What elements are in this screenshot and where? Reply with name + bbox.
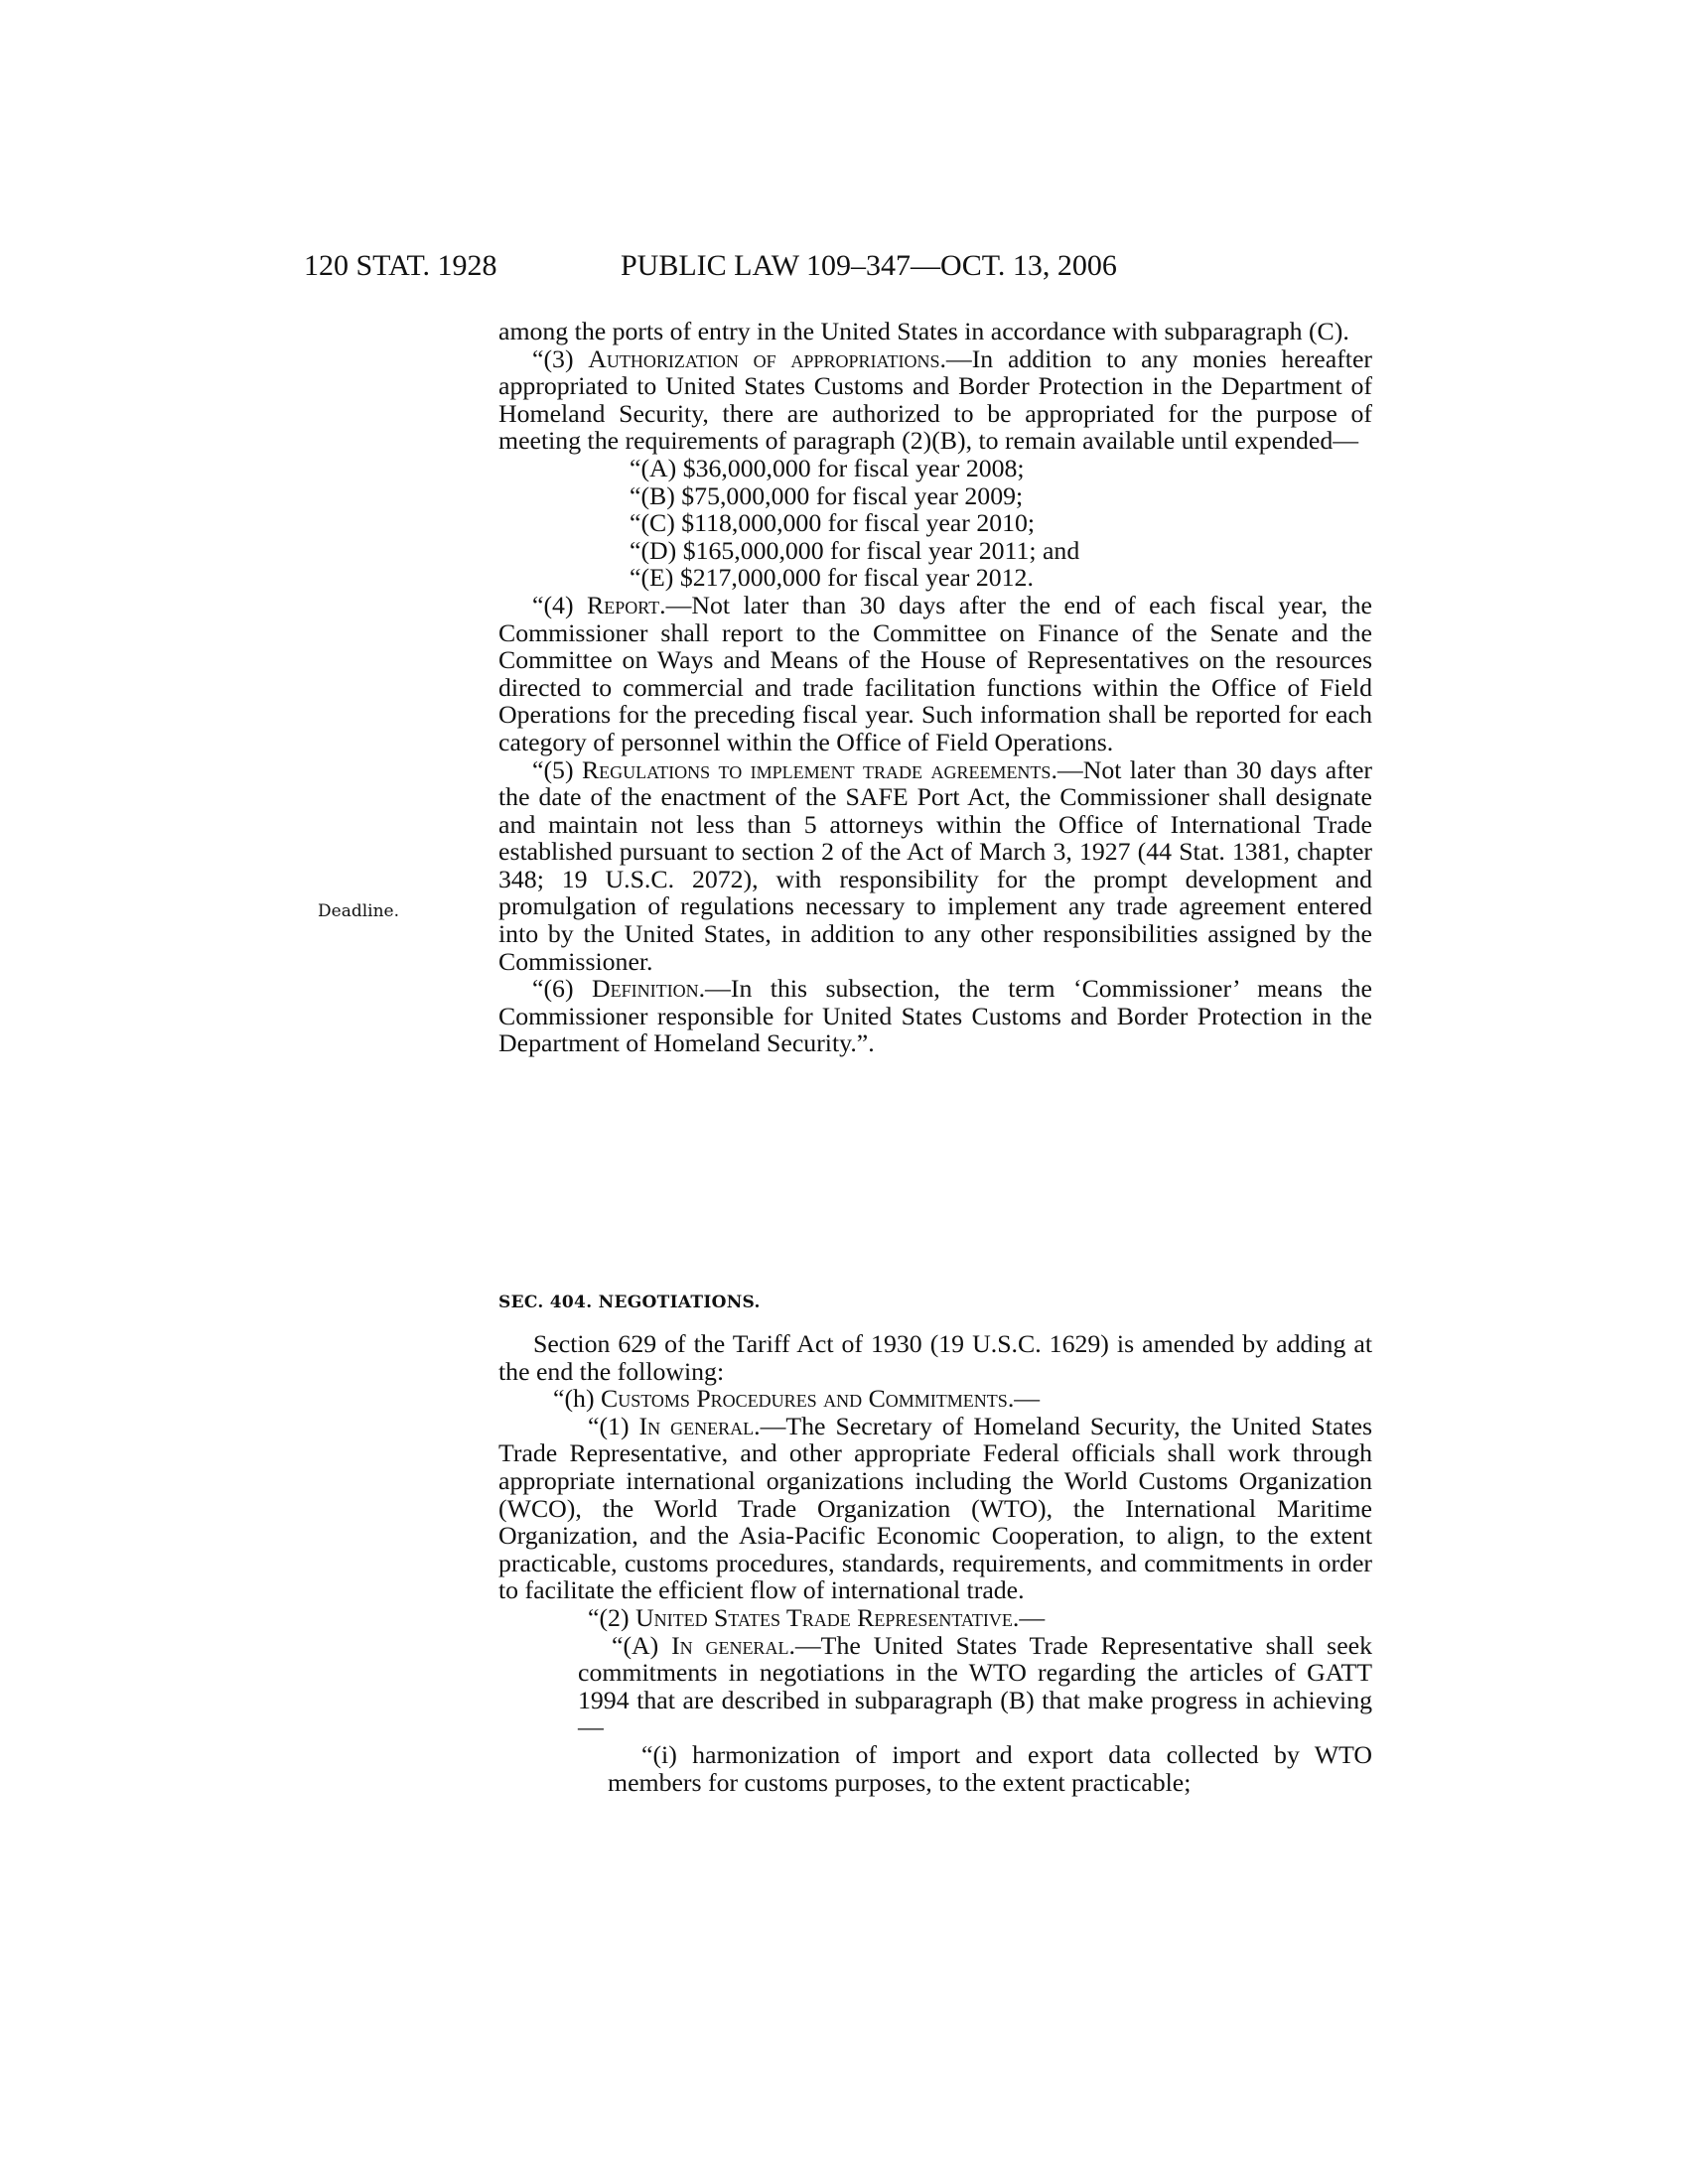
subsection-h-paragraph-1: “(1) In general.—The Secretary of Homeland Security, the United States Trade Representative, and other appropriate Federal officials shall work through appropriate international organizations including the World Customs Organization (WCO), the World Trade Organization (WTO), the International Maritime Organization, and the Asia-Pacific Economic Cooperation, to align, to the extent practicable, customs procedures, standards, requirements, and commitments in order to facilitate the efficient flow of international trade.	[498, 1411, 1372, 1605]
subsection-h: “(h) Customs Procedures and Commitments.—	[553, 1384, 1041, 1414]
paragraph-4-heading: Report	[587, 590, 660, 619]
paragraph-3: “(3) Authorization of appropriations.—In addition to any monies hereafter appropriated to United States Customs and Border Protection in the Department of Homeland Security, there are authorized to be appropriated for the purpose of meeting the requirements of paragraph (2)(B), to remain available until expended—	[498, 343, 1372, 456]
paragraph-4: “(4) Report.—Not later than 30 days after the end of each fiscal year, the Commissioner shall report to the Committee on Finance of the Senate and the Committee on Ways and Means of the House of Representatives on the resources directed to commercial and trade facilitation functions within the Office of Field Operations for the preceding fiscal year. Such information shall be reported for each category of personnel within the Office of Field Operations.	[498, 590, 1373, 756]
paragraph-6-heading: Definition	[591, 974, 699, 1004]
statute-page-number: 120 STAT. 1928	[304, 249, 497, 282]
appropriation-item-d: “(D) $165,000,000 for fiscal year 2011; and	[630, 535, 1080, 565]
paragraph-3-heading: Authorization of appropriations	[588, 343, 940, 373]
page-header	[0, 246, 1688, 286]
paragraph-6: “(6) Definition.—In this subsection, the term ‘Commissioner’ means the Commissioner responsible for United States Customs and Border Protection in the Department of Homeland Security.”.	[498, 974, 1372, 1058]
subsection-h-paragraph-2: “(2) United States Trade Representative.—	[588, 1602, 1046, 1632]
section-403-body	[498, 318, 1372, 1057]
appropriation-item-e: “(E) $217,000,000 for fiscal year 2012.	[630, 563, 1034, 593]
paragraph-5: “(5) Regulations to implement trade agreements.—Not later than 30 days after the date of the enactment of the SAFE Port Act, the Commissioner shall designate and maintain not less than 5 attorneys within the Office of International Trade established pursuant to section 2 of the Act of March 3, 1927 (44 Stat. 1381, chapter 348; 19 U.S.C. 2072), with responsibility for the prompt development and promulgation of regulations necessary to implement any trade agreement entered into by the United States, in addition to any other responsibilities assigned by the Commissioner.	[498, 754, 1373, 976]
subparagraph-a: “(A) In general.—The United States Trade Representative shall seek commitments in negotiations in the WTO regarding the articles of GATT 1994 that are described in subparagraph (B) that make progress in achieving—	[578, 1630, 1372, 1742]
clause-i: “(i) harmonization of import and export data collected by WTO members for customs purposes, to the extent practicable;	[608, 1739, 1372, 1797]
section-404-intro: Section 629 of the Tariff Act of 1930 (19 U.S.C. 1629) is amended by adding at the end the following:	[498, 1329, 1372, 1386]
section-404-heading: SEC. 404. NEGOTIATIONS.	[498, 1293, 761, 1312]
paragraph-5-heading: Regulations to implement trade agreements	[581, 754, 1052, 784]
public-law-title: PUBLIC LAW 109–347—OCT. 13, 2006	[621, 249, 1117, 282]
paragraph-continuation: among the ports of entry in the United States in accordance with subparagraph (C).	[498, 317, 1349, 345]
margin-note-deadline: Deadline.	[318, 901, 399, 921]
appropriation-item-b: “(B) $75,000,000 for fiscal year 2009;	[630, 480, 1024, 510]
appropriation-item-c: “(C) $118,000,000 for fiscal year 2010;	[630, 508, 1036, 538]
appropriation-item-a: “(A) $36,000,000 for fiscal year 2008;	[630, 453, 1025, 482]
section-404-body	[498, 1330, 1372, 1796]
